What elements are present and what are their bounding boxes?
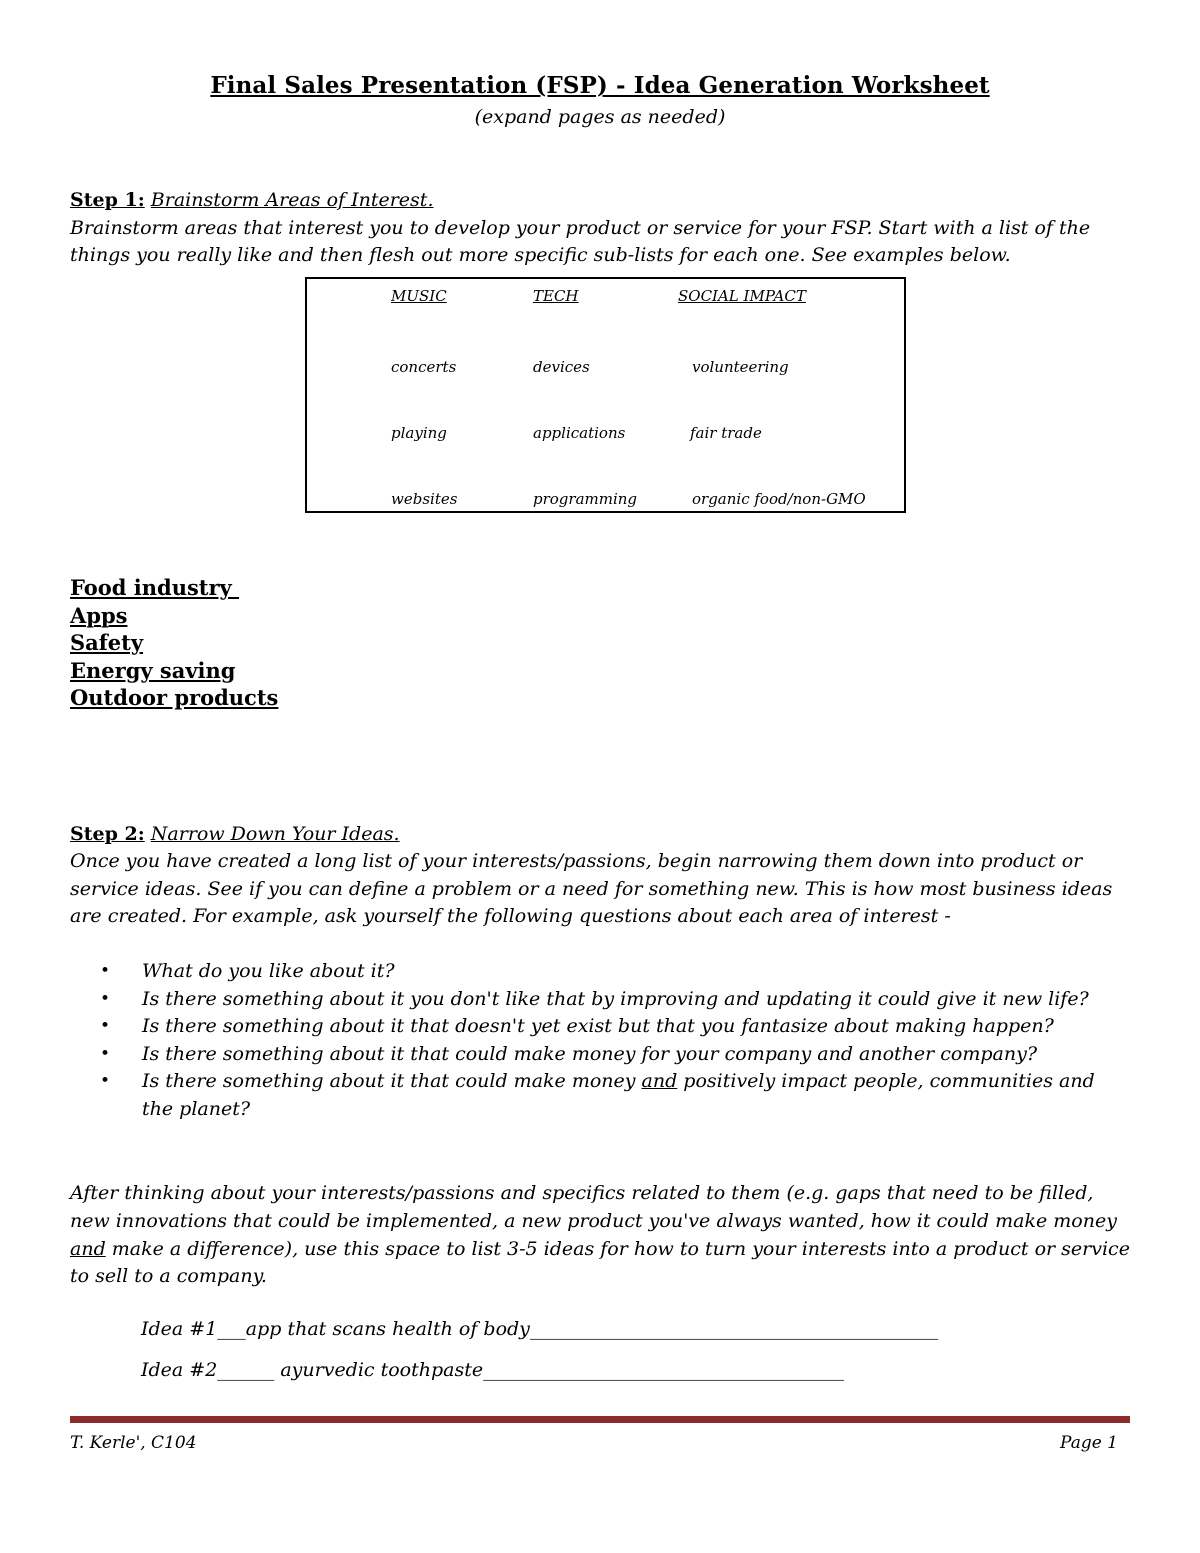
question-text-part: positively impact people, communities and (677, 1070, 1095, 1093)
footer-author: T. Kerle', C104 (70, 1433, 197, 1453)
bullet-icon: • (100, 1016, 111, 1037)
interest-item: Apps (70, 602, 128, 628)
step2-body-line2: service ideas. See if you can define a problem or a need for something new. This is how most business ideas (70, 878, 1113, 900)
bullet-icon: • (100, 961, 111, 981)
question-text-part: Is there something about it that could make money (142, 1070, 642, 1093)
question-text: Is there something about it that could make money for your company and another company? (142, 1042, 1038, 1065)
table-cell: devices (533, 358, 590, 376)
table-cell: playing (391, 424, 447, 442)
bullet-icon: • (100, 988, 111, 1009)
interest-item: Outdoor products (70, 685, 279, 710)
step2-title: Narrow Down Your Ideas. (150, 823, 400, 845)
step1-title: Brainstorm Areas of Interest. (150, 189, 434, 211)
table-cell: fair trade (690, 424, 762, 442)
step1-label: Step 1: (70, 189, 145, 211)
list-item (100, 986, 1095, 1014)
table-cell: concerts (391, 358, 457, 376)
table-header-social-impact: SOCIAL IMPACT (678, 287, 806, 305)
list-item (100, 958, 1095, 986)
list-item (100, 1041, 1095, 1069)
step2-body-line3: are created. For example, ask yourself the following questions about each area of interest - (70, 905, 951, 927)
ideas-intro-line4: to sell to a company. (70, 1265, 267, 1287)
table-cell: organic food/non-GMO (692, 490, 866, 508)
interest-list (70, 574, 278, 712)
ideas-intro-line3-text: make a difference), use this space to list 3-5 ideas for how to turn your interests into a product or service (105, 1238, 1130, 1260)
question-text: Is there something about it that doesn't yet exist but that you fantasize about making happen? (142, 1015, 1054, 1038)
step1-body-line2: things you really like and then flesh out more specific sub-lists for each one. See examples below. (70, 244, 1011, 266)
page-number: Page 1 (1060, 1433, 1118, 1453)
question-text: the planet? (142, 1097, 251, 1120)
step2-heading (70, 821, 400, 848)
question-list (100, 958, 1095, 1124)
example-table (305, 277, 906, 513)
ideas-intro-line3 (70, 1236, 1130, 1263)
step1-heading (70, 187, 433, 214)
interest-item: Energy saving (70, 657, 236, 683)
list-item (100, 1068, 1095, 1096)
table-header-tech: TECH (533, 287, 579, 305)
table-cell: applications (533, 424, 626, 442)
emphasis-and: and (70, 1238, 106, 1260)
footer-divider (70, 1416, 1130, 1423)
interest-item: Food industry (70, 575, 240, 600)
step1-body-line1: Brainstorm areas that interest you to develop your product or service for your FSP. Start with a list of the (70, 217, 1091, 239)
emphasis-and: and (641, 1070, 678, 1093)
question-text: Is there something about it you don't like that by improving and updating it could give it new life? (142, 987, 1089, 1010)
idea-2-entry[interactable]: Idea #2______ ayurvedic toothpaste______________________________________ (141, 1359, 845, 1381)
idea-1-entry[interactable]: Idea #1___app that scans health of body___________________________________________ (141, 1318, 939, 1340)
step2-label: Step 2: (70, 823, 145, 845)
table-cell: programming (533, 490, 638, 508)
list-item (100, 1013, 1095, 1041)
bullet-icon: • (100, 1043, 111, 1064)
page-title: Final Sales Presentation (FSP) - Idea Generation Worksheet (210, 72, 990, 99)
step2-body-line1: Once you have created a long list of your interests/passions, begin narrowing them down into product or (70, 850, 1083, 872)
table-cell: websites (391, 490, 458, 508)
question-text: What do you like about it? (142, 960, 395, 982)
interest-item: Safety (70, 630, 144, 655)
list-item-continuation (100, 1096, 1095, 1124)
table-header-music: MUSIC (391, 287, 447, 305)
ideas-intro-line1: After thinking about your interests/passions and specifics related to them (e.g. gaps that need to be filled, (70, 1182, 1094, 1204)
page-subtitle: (expand pages as needed) (474, 106, 726, 128)
bullet-icon: • (100, 1071, 111, 1092)
table-cell: volunteering (692, 358, 789, 376)
ideas-intro-line2: new innovations that could be implemented, a new product you've always wanted, how it could make money (70, 1210, 1117, 1232)
